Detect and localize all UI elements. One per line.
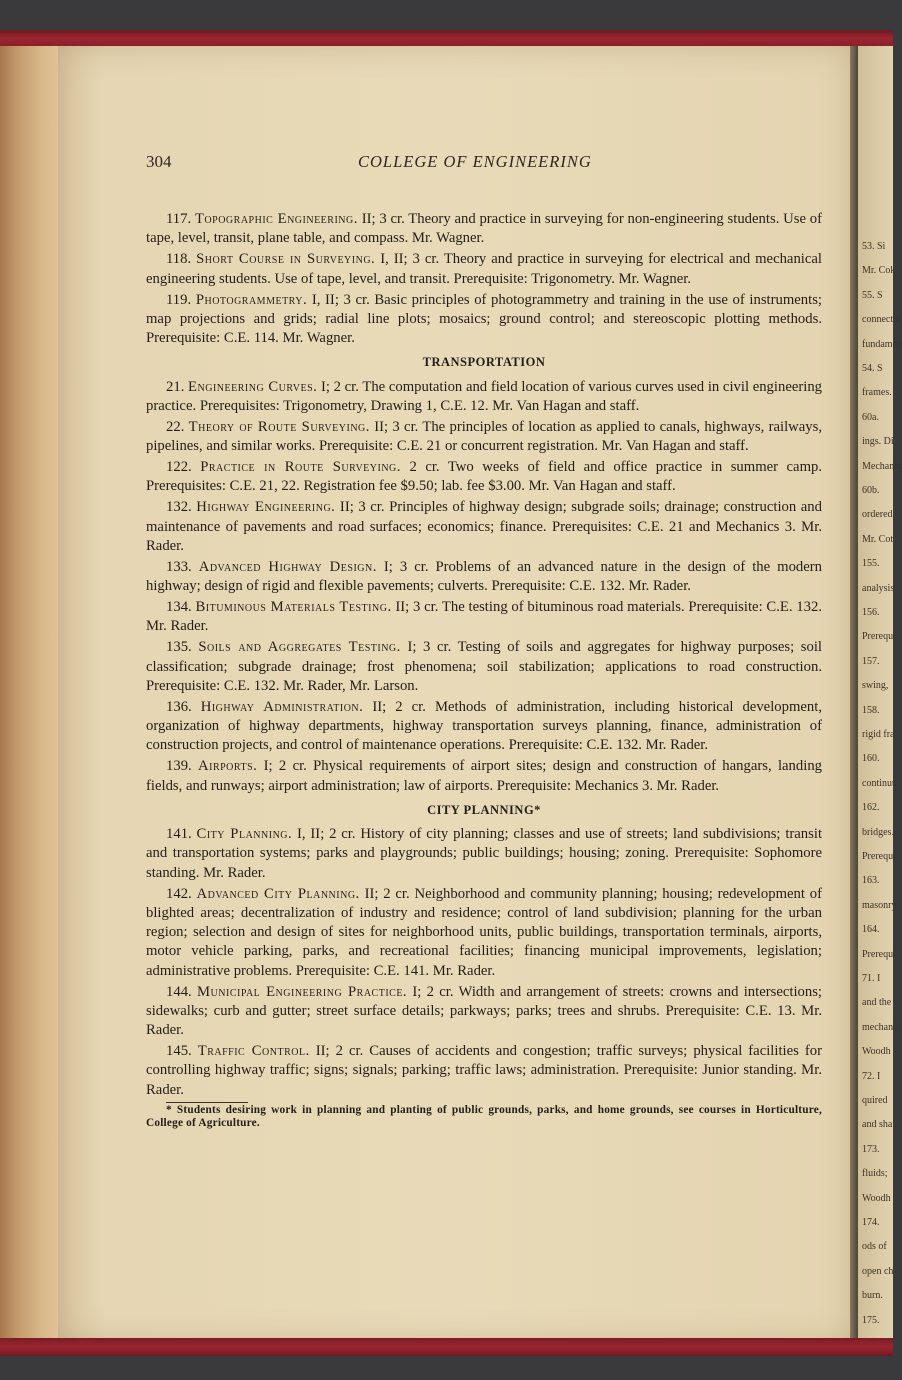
course-entry (146, 498, 822, 556)
facing-page-text: 156. (862, 607, 880, 618)
course-description: II; 2 cr. Methods of administration, including historical development, organization of highway departments, highway transportation surveys planning, finance, administration of construction projects, and control of maintenance operations. Prerequisite: C.E. 132. Mr. Rader. (146, 698, 822, 754)
course-title: Municipal Engineering Practice. (196, 983, 408, 1000)
facing-page-text: Woodh (862, 1046, 891, 1058)
facing-page-text: and sha (862, 1119, 893, 1131)
course-entry (146, 698, 822, 756)
course-number: 134. (166, 599, 192, 615)
facing-page-text: 160. (862, 753, 880, 765)
course-title: Practice in Route Surveying. (200, 459, 401, 475)
facing-page-text: 55. S (862, 289, 883, 301)
footnote-rule (166, 1102, 248, 1103)
course-entry (146, 757, 822, 796)
facing-page-text: 71. I (862, 973, 881, 984)
course-description: I, II; 3 cr. Basic principles of photogrammetry and training in the use of instruments; map projections and grids; radial line plots; mosaics; ground control; and stereoscopic plotting methods. Prerequisite: C.E. 114. Mr. Wagner. (146, 291, 823, 346)
course-description: I; 2 cr. The computation and field location of various curves used in civil engineering practice. Prerequisites: Trigonometry, Drawing 1, C.E. 12. Mr. Van Hagan and staff. (146, 378, 823, 414)
facing-page-text: 53. Si (862, 241, 886, 252)
course-entry (146, 983, 822, 1041)
course-description: II; 3 cr. The testing of bituminous road materials. Prerequisite: C.E. 132. Mr. Rader. (146, 599, 822, 635)
course-entry (146, 1042, 822, 1100)
facing-page-text: 60a. (862, 411, 879, 423)
facing-page-text: 72. I (862, 1070, 881, 1082)
course-title: Engineering Curves. (188, 378, 318, 395)
facing-page-text: 158. (862, 704, 880, 716)
facing-page-text: mechanic (862, 1021, 901, 1033)
course-description: II; 3 cr. Theory and practice in surveying for non-engineering students. Use of tape, level, transit, plane table, and compass. Mr. Wagner. (146, 211, 822, 247)
course-description: I; 3 cr. Problems of an advanced nature in the design of the modern highway; design of rigid and flexible pavements; culverts. Prerequisite: C.E. 132. Mr. Rader. (146, 558, 823, 594)
course-title: Advanced City Planning. (196, 885, 360, 902)
course-description: 2 cr. Two weeks of field and office practice in summer camp. Prerequisites: C.E. 21, 22. Registration fee $9.50; lab. fee $3.00. Mr. Van Hagan and staff. (146, 459, 823, 495)
facing-page-text: Woodh (862, 1192, 891, 1204)
course-number: 118. (166, 251, 192, 268)
facing-page-text: continuu (862, 777, 897, 789)
course-number: 139. (166, 758, 192, 775)
course-number: 142. (166, 885, 192, 902)
facing-page-text: Prerequi (862, 631, 896, 643)
course-number: 133. (166, 558, 192, 575)
page-header (146, 152, 822, 176)
course-title: Theory of Route Surveying. (188, 418, 370, 435)
course-entry (146, 558, 822, 597)
facing-page-text: Prerequi (862, 851, 896, 862)
facing-page-text: 155. (862, 558, 880, 570)
facing-page-text: analysis (862, 582, 895, 594)
facing-page-text: frames. (862, 387, 892, 399)
course-description: II; 2 cr. Neighborhood and community planning; housing; redevelopment of blighted areas; decentralization of industry and residence; control of land subdivision; planning for the urban region; selection and design of sites for neighborhood units, public buildings, transportation terminals, airports, motor vehicle parking, parks, and recreational facilities; financing municipal improvements, legislation; administrative problems. Prerequisite: C.E. 141. Mr. Rader. (146, 885, 822, 979)
page-number: 304 (146, 152, 172, 171)
facing-page-text: ings. Di (862, 436, 894, 448)
book-gutter (850, 46, 858, 1342)
facing-page-text: quired (862, 1095, 888, 1106)
facing-page-text: 157. (862, 655, 880, 667)
facing-page-text: fundamen (862, 338, 902, 350)
facing-page-text: connectin (862, 314, 901, 326)
course-entry (146, 378, 822, 417)
course-title: Airports. (198, 758, 258, 775)
facing-page-text: swing, (862, 680, 889, 692)
course-entry (146, 418, 822, 457)
facing-page-text: 60b. (862, 485, 880, 496)
course-entry (146, 458, 822, 497)
course-title: Short Course in Surveying. (196, 251, 376, 268)
course-title: Soils and Aggregates Testing. (198, 639, 401, 656)
facing-page-text: 173. (862, 1143, 880, 1155)
facing-page-text: open ch (862, 1265, 894, 1277)
facing-page-fragment (858, 46, 902, 1342)
course-number: 145. (166, 1043, 192, 1059)
course-number: 144. (166, 983, 192, 1000)
course-title: Traffic Control. (197, 1043, 310, 1059)
course-title: Topographic Engineering. (194, 211, 358, 227)
course-entry (146, 210, 822, 249)
course-description: I; 2 cr. Width and arrangement of streets: crowns and intersections; sidewalks; curb and gutter; street surface details; parkways; parks; trees and shrubs. Prerequisite: C.E. 13. Mr. Rader. (146, 983, 823, 1038)
course-number: 135. (166, 639, 192, 656)
facing-page-text: 175. (862, 1314, 880, 1326)
course-title: City Planning. (196, 826, 293, 842)
facing-page-text: bridges. (862, 826, 894, 838)
facing-page-text: rigid fra (862, 729, 895, 740)
facing-page-text: 174. (862, 1217, 880, 1228)
footnote: * Students desiring work in planning and planting of public grounds, parks, and home grounds, see courses in Horticulture, College of Agriculture. (146, 1103, 822, 1129)
course-number: 141. (166, 826, 192, 842)
facing-page-text: burn. (862, 1290, 883, 1302)
facing-page-text: 163. (862, 875, 880, 887)
course-title: Highway Administration. (200, 698, 364, 715)
course-number: 119. (166, 291, 192, 308)
facing-page-text: ods of (862, 1241, 887, 1253)
running-head: COLLEGE OF ENGINEERING (358, 152, 592, 171)
course-description: II; 2 cr. Causes of accidents and congestion; traffic surveys; physical facilities for controlling highway traffic; signs; signals; parking; traffic laws; administration. Prerequisite: Junior standing. Mr. Rader. (146, 1043, 822, 1098)
course-title: Photogrammetry. (195, 291, 308, 308)
course-number: 136. (166, 698, 192, 715)
facing-page-text: 54. S (862, 363, 883, 374)
facing-page-text: Mr. Cot (862, 533, 894, 545)
facing-page-text: 164. (862, 924, 880, 936)
course-entry (146, 250, 822, 289)
course-number: 117. (166, 211, 192, 227)
course-entry (146, 825, 822, 883)
course-title: Bituminous Materials Testing. (195, 599, 392, 615)
course-entry (146, 638, 822, 696)
facing-page-text: fluids; (862, 1168, 888, 1180)
facing-page-text: Mr. Cok (862, 265, 896, 277)
facing-page-text: and the (862, 997, 892, 1009)
course-description: I; 3 cr. Testing of soils and aggregates for highway purposes; soil classification; subgrade drainage; frost phenomena; soil stabilization; applications to road construction. Prerequisite: C.E. 132. Mr. Rader, Mr. Larson. (146, 639, 823, 694)
course-number: 21. (166, 378, 185, 395)
facing-page-text: 162. (862, 802, 880, 814)
course-number: 122. (166, 459, 192, 475)
section-heading: TRANSPORTATION (422, 355, 546, 370)
course-description: I, II; 2 cr. History of city planning; classes and use of streets; land subdivisions; transit and transportation systems; parks and playgrounds; public buildings; housing; zoning. Prerequisite: Sophomore standing. Mr. Rader. (146, 826, 823, 881)
course-listing (146, 210, 822, 1131)
course-description: II; 3 cr. The principles of location as applied to canals, highways, railways, pipelines, and similar works. Prerequisite: C.E. 21 or concurrent registration. Mr. Van Hagan and staff. (146, 418, 823, 454)
section-heading: CITY PLANNING* (427, 802, 541, 817)
facing-page-text: Prerequi (862, 948, 896, 960)
course-title: Advanced Highway Design. (198, 558, 377, 575)
course-entry (146, 885, 822, 981)
book-binding-bottom (0, 1338, 893, 1356)
course-number: 22. (166, 418, 185, 435)
course-title: Highway Engineering. (196, 499, 336, 516)
facing-page-text: masonry (862, 899, 897, 911)
course-number: 132. (166, 499, 192, 516)
course-description: I, II; 3 cr. Theory and practice in surveying for electrical and mechanical engineering students. Use of tape, level, and transit. Prerequisite: Trigonometry. Mr. Wagner. (146, 251, 822, 287)
course-description: II; 3 cr. Principles of highway design; subgrade soils; drainage; construction and maintenance of pavements and road surfaces; economics; finance. Prerequisites: C.E. 21 and Mechanics 3. Mr. Rader. (146, 499, 822, 554)
course-entry (146, 598, 822, 637)
facing-page-text: Mechanic (862, 460, 902, 472)
facing-page-text: ordered (862, 509, 893, 521)
course-description: I; 2 cr. Physical requirements of airport sites; design and construction of hangars, landing fields, and runways; airport administration; law of airports. Prerequisite: Mechanics 3. Mr. Rader. (146, 758, 823, 794)
course-entry (146, 291, 822, 349)
